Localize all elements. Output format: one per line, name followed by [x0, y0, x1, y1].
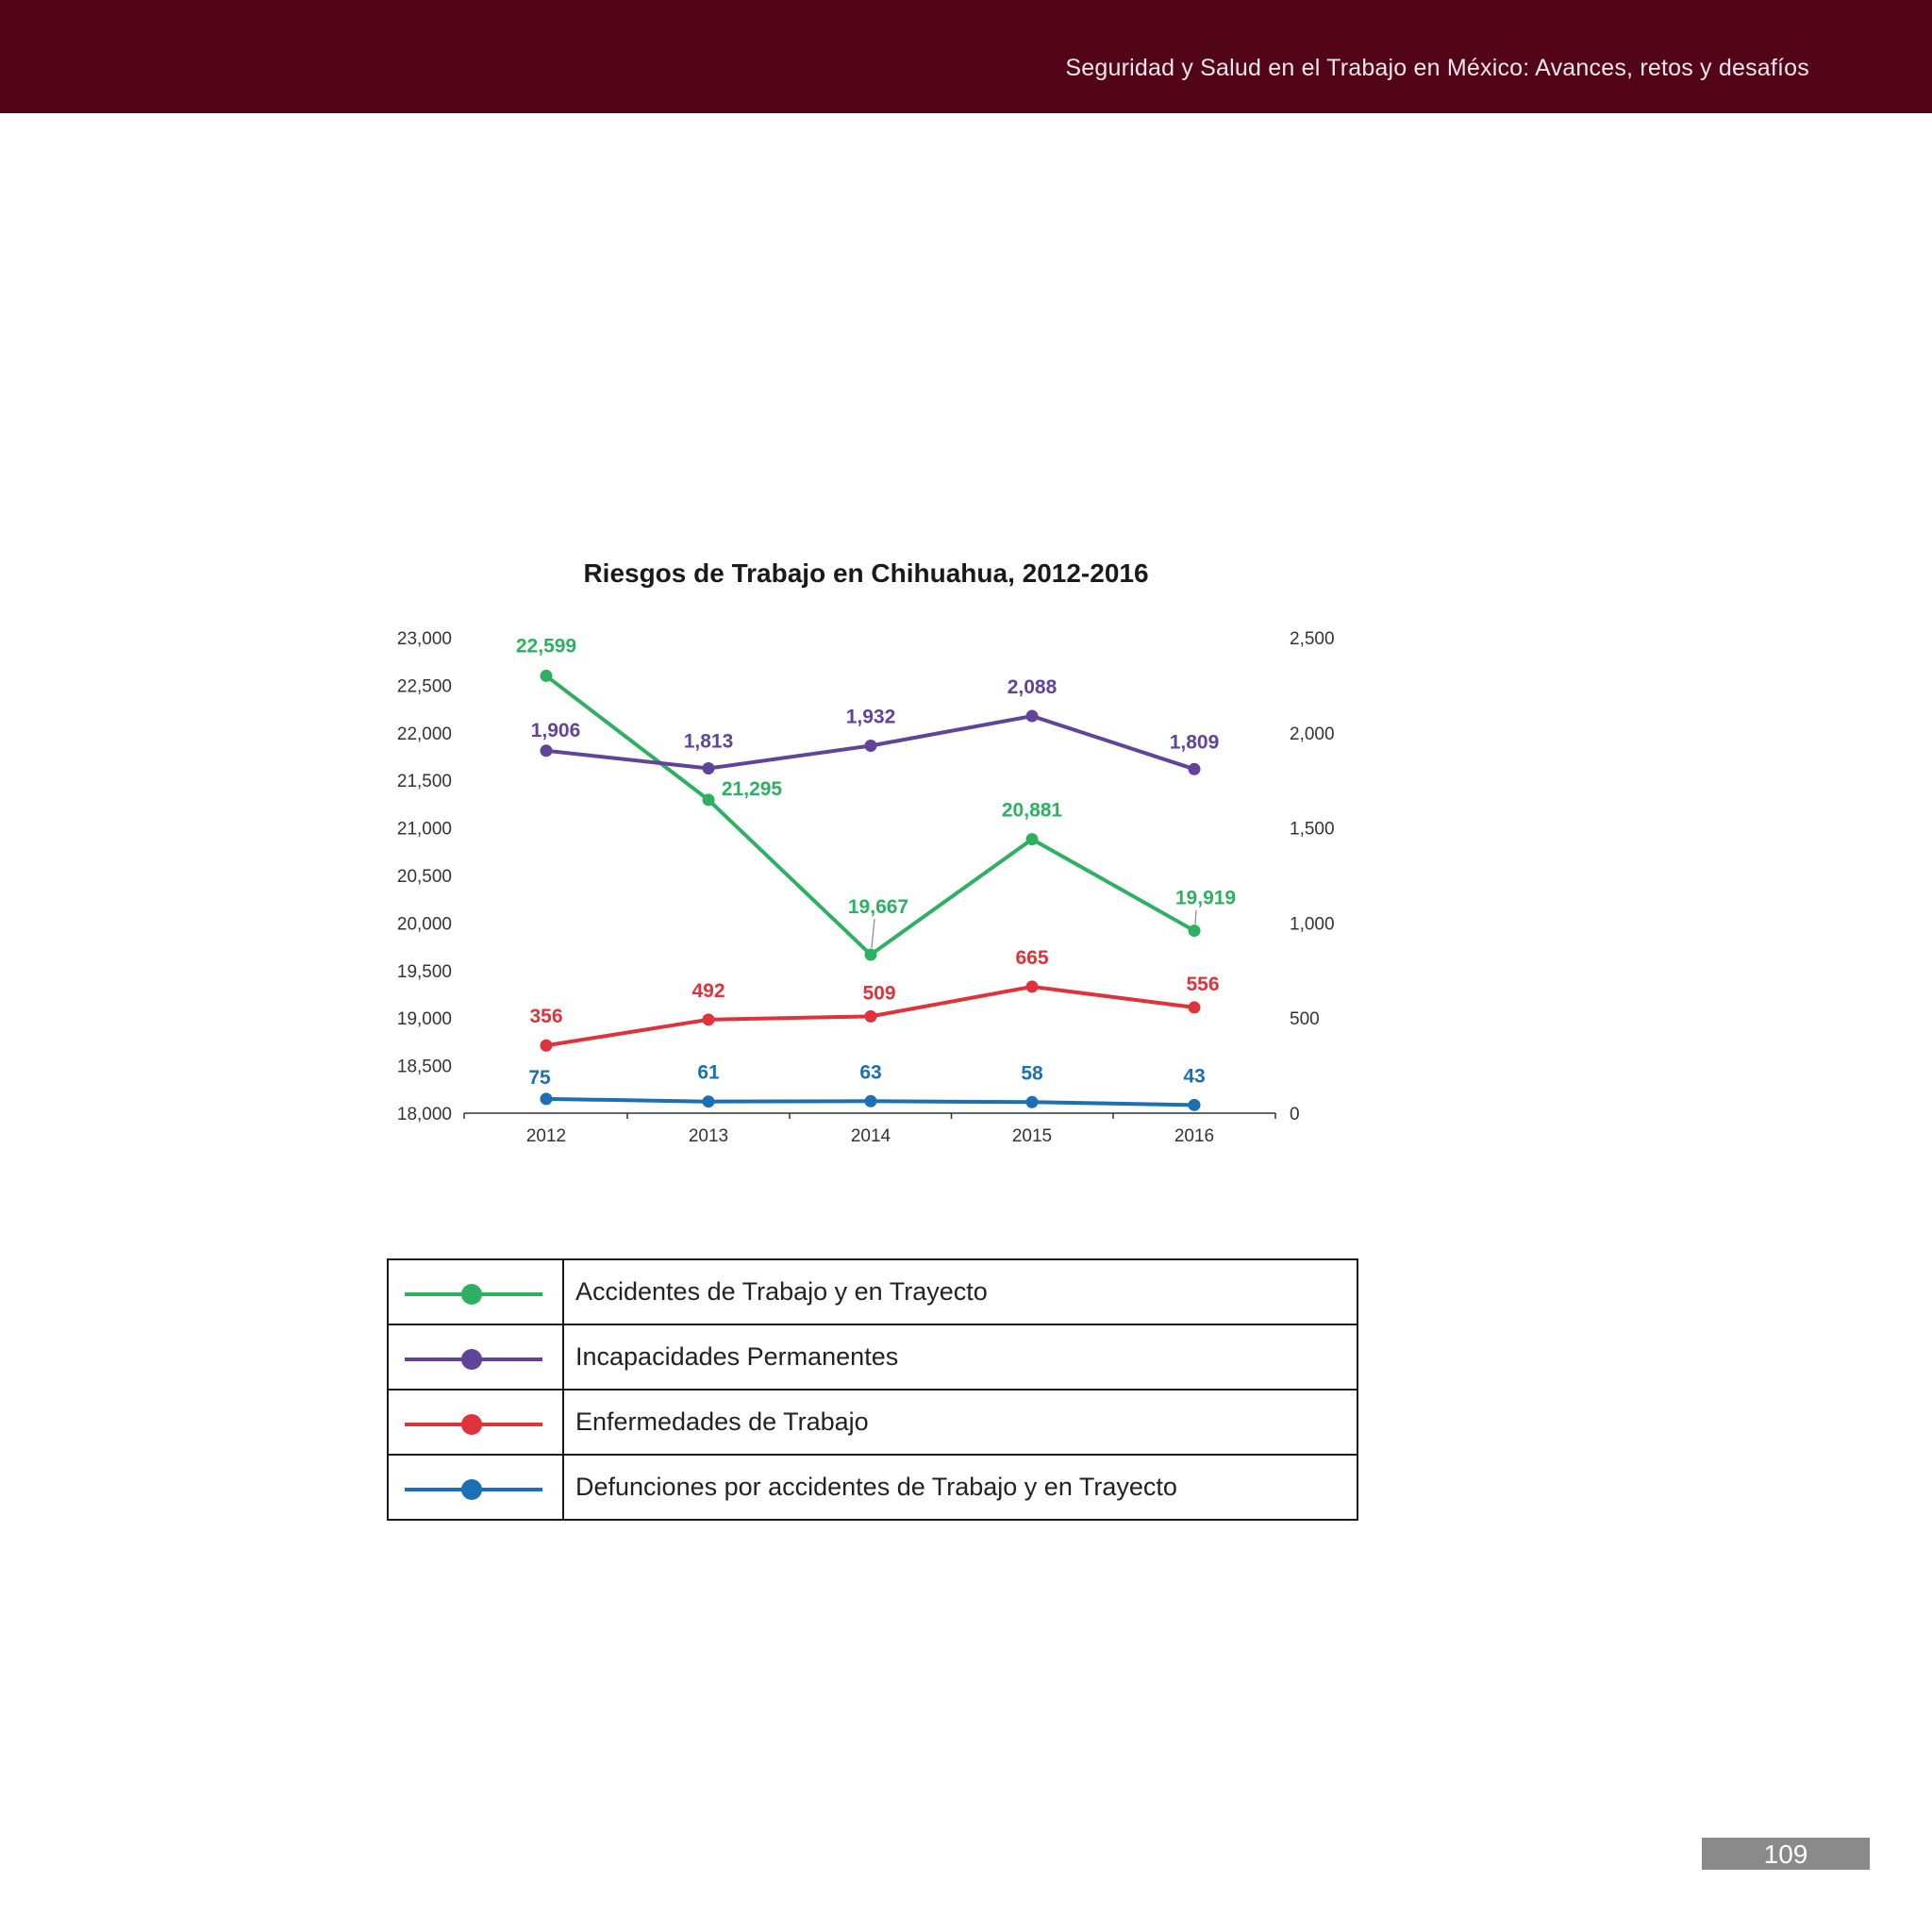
- data-point: [865, 740, 877, 752]
- chart-legend: [387, 1258, 1358, 1521]
- data-point: [865, 948, 877, 960]
- left-axis-tick-label: 19,000: [396, 1009, 452, 1030]
- left-axis-tick-label: 22,000: [396, 724, 452, 744]
- data-point: [1189, 1001, 1201, 1013]
- x-axis-tick-label: 2014: [850, 1126, 891, 1146]
- data-label: 21,295: [721, 777, 783, 800]
- data-label: 61: [697, 1061, 720, 1084]
- data-point: [703, 762, 715, 774]
- left-axis-tick-label: 23,000: [396, 629, 452, 649]
- data-label: 356: [529, 1006, 563, 1028]
- left-axis-tick-label: 21,500: [396, 772, 452, 792]
- data-label: 20,881: [1001, 799, 1063, 822]
- data-point: [703, 1095, 715, 1108]
- data-label: 22,599: [515, 635, 577, 658]
- legend-label: Accidentes de Trabajo y en Trayecto: [563, 1259, 1357, 1324]
- x-axis-tick-label: 2016: [1174, 1126, 1215, 1146]
- data-label: 492: [691, 979, 725, 1002]
- label-leader-line: [1195, 910, 1196, 924]
- data-label: 19,667: [847, 895, 909, 918]
- data-label: 556: [1186, 973, 1220, 995]
- legend-label: Enfermedades de Trabajo: [563, 1390, 1357, 1455]
- data-point: [1189, 1099, 1201, 1111]
- legend-row: [388, 1324, 1357, 1390]
- data-point: [541, 744, 553, 757]
- right-axis-tick-label: 2,000: [1290, 724, 1335, 744]
- data-point: [1189, 763, 1201, 775]
- legend-swatch: [389, 1456, 562, 1514]
- label-leader-line: [872, 919, 874, 948]
- x-axis-tick-label: 2013: [688, 1126, 729, 1146]
- data-point: [703, 1013, 715, 1025]
- legend-swatch: [389, 1260, 562, 1319]
- right-axis-tick-label: 1,500: [1290, 819, 1335, 840]
- left-axis-tick-label: 18,000: [396, 1105, 452, 1124]
- legend-row: [388, 1390, 1357, 1455]
- data-label: 1,813: [683, 730, 734, 753]
- legend-row: [388, 1259, 1357, 1324]
- legend-row: [388, 1455, 1357, 1520]
- right-axis-tick-label: 0: [1290, 1105, 1300, 1124]
- legend-label: Incapacidades Permanentes: [563, 1324, 1357, 1390]
- left-axis-tick-label: 22,500: [396, 676, 452, 697]
- chart-title: Riesgos de Trabajo en Chihuahua, 2012-2016: [583, 558, 1149, 588]
- right-axis-tick-label: 1,000: [1290, 914, 1335, 935]
- right-axis-tick-label: 2,500: [1290, 629, 1335, 649]
- legend-swatch: [389, 1391, 562, 1449]
- data-point: [1026, 833, 1039, 845]
- legend-swatch-cell: [388, 1259, 563, 1324]
- legend-label: Defunciones por accidentes de Trabajo y en Trayecto: [563, 1455, 1357, 1520]
- data-label: 43: [1183, 1065, 1206, 1088]
- data-label: 1,809: [1169, 731, 1220, 754]
- data-point: [541, 1040, 553, 1052]
- data-label: 509: [862, 982, 896, 1005]
- data-point: [541, 1092, 553, 1105]
- data-label: 75: [528, 1066, 551, 1089]
- right-axis-tick-label: 500: [1290, 1009, 1320, 1030]
- data-label: 2,088: [1007, 676, 1058, 699]
- data-point: [865, 1095, 877, 1108]
- left-axis-tick-label: 18,500: [396, 1057, 452, 1077]
- data-point: [1026, 710, 1039, 723]
- data-point: [1026, 1096, 1039, 1108]
- data-label: 665: [1015, 946, 1049, 969]
- left-axis-tick-label: 20,500: [396, 867, 452, 887]
- left-axis-tick-label: 20,000: [396, 914, 452, 935]
- data-label: 58: [1021, 1062, 1043, 1085]
- x-axis-tick-label: 2015: [1011, 1126, 1053, 1146]
- legend-swatch-cell: [388, 1390, 563, 1455]
- data-point: [541, 670, 553, 682]
- data-point: [703, 793, 715, 806]
- data-label: 19,919: [1174, 887, 1237, 909]
- data-point: [865, 1010, 877, 1023]
- data-point: [1026, 980, 1039, 992]
- legend-swatch: [389, 1325, 562, 1384]
- legend-swatch-cell: [388, 1455, 563, 1520]
- left-axis-tick-label: 19,500: [396, 961, 452, 982]
- data-label: 63: [859, 1061, 882, 1084]
- data-label: 1,932: [845, 706, 896, 728]
- page-number: 109: [1702, 1838, 1870, 1870]
- data-label: 1,906: [530, 719, 581, 741]
- data-point: [1189, 924, 1201, 937]
- x-axis-tick-label: 2012: [525, 1126, 567, 1146]
- left-axis-tick-label: 21,000: [396, 819, 452, 840]
- legend-swatch-cell: [388, 1324, 563, 1390]
- header-title: Seguridad y Salud en el Trabajo en México: Avances, retos y desafíos: [1065, 55, 1809, 81]
